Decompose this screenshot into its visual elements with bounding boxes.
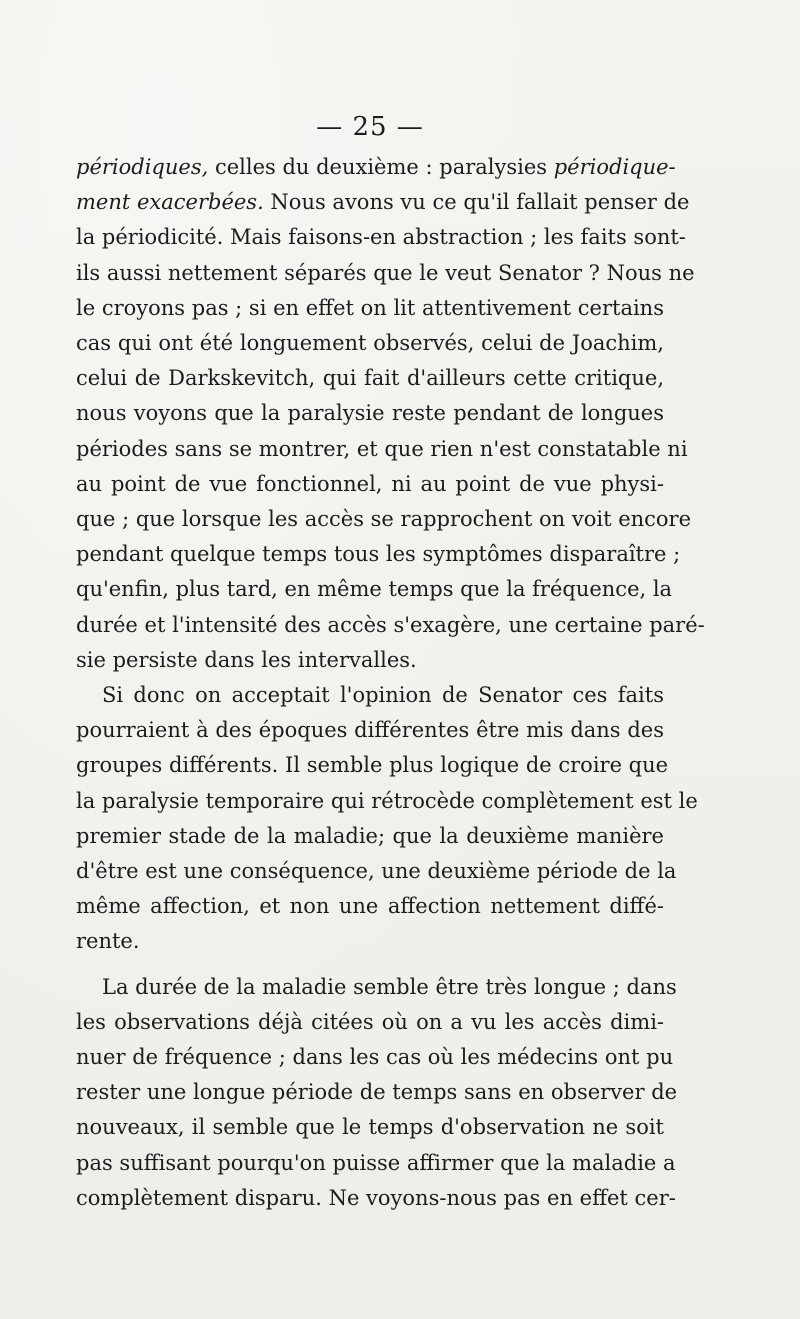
text-line: nuer de fréquence ; dans les cas où les médecins ont pu [76, 1045, 674, 1070]
text-segment: celles du deuxième : paralysies [208, 155, 554, 179]
text-line: premier stade de la maladie; que la deuxième manière [76, 823, 664, 848]
text-line [76, 185, 690, 220]
paragraph-1 [76, 150, 705, 678]
text-line: durée et l'intensité des accès s'exagère, une certaine paré- [76, 612, 705, 637]
body-text [76, 150, 705, 1216]
text-line: les observations déjà citées où on a vu les accès dimi- [76, 1009, 664, 1034]
text-line: pendant quelque temps tous les symptômes disparaître ; [76, 542, 681, 567]
text-line: La durée de la maladie semble être très longue ; dans [102, 974, 677, 999]
paragraph-2 [76, 678, 698, 960]
text-line: au point de vue fonctionnel, ni au point de vue physi- [76, 471, 664, 496]
italic-phrase: ment exacerbées. [76, 190, 264, 215]
italic-phrase: périodique- [553, 155, 676, 179]
text-line: nouveaux, il semble que le temps d'observation ne soit [76, 1115, 664, 1140]
text-line: la paralysie temporaire qui rétrocède complètement est le [76, 788, 698, 813]
page-number: — 25 — [316, 112, 424, 142]
text-line: le croyons pas ; si en effet on lit attentivement certains [76, 295, 664, 320]
paragraph-3 [76, 970, 678, 1216]
text-line: groupes différents. Il semble plus logique de croire que [76, 753, 669, 778]
text-segment: Nous avons vu ce qu'il fallait penser de [263, 190, 690, 215]
text-line: celui de Darkskevitch, qui fait d'ailleurs cette critique, [76, 366, 664, 391]
text-line: Si donc on acceptait l'opinion de Senator ces faits [102, 683, 664, 708]
text-line: périodes sans se montrer, et que rien n'est constatable ni [76, 436, 688, 461]
text-line: cas qui ont été longuement observés, celui de Joachim, [76, 331, 664, 356]
text-line: ils aussi nettement séparés que le veut Senator ? Nous ne [76, 260, 695, 285]
text-line: sie persiste dans les intervalles. [76, 647, 417, 672]
text-line: rester une longue période de temps sans en observer de [76, 1080, 678, 1105]
text-line: la périodicité. Mais faisons-en abstraction ; les faits sont- [76, 225, 686, 250]
text-line: que ; que lorsque les accès se rapprochent on voit encore [76, 507, 692, 532]
text-line [76, 150, 676, 185]
text-line: qu'enfin, plus tard, en même temps que la fréquence, la [76, 577, 673, 602]
text-line: complètement disparu. Ne voyons-nous pas en effet cer- [76, 1185, 676, 1210]
text-line: même affection, et non une affection nettement diffé- [76, 894, 664, 919]
text-line: pas suffisant pourqu'on puisse affirmer que la maladie a [76, 1150, 676, 1175]
text-line: rente. [76, 929, 140, 954]
text-line: pourraient à des époques différentes être mis dans des [76, 718, 664, 743]
text-line: d'être est une conséquence, une deuxième période de la [76, 859, 677, 884]
text-line: nous voyons que la paralysie reste pendant de longues [76, 401, 664, 426]
italic-phrase: périodiques, [76, 155, 209, 179]
